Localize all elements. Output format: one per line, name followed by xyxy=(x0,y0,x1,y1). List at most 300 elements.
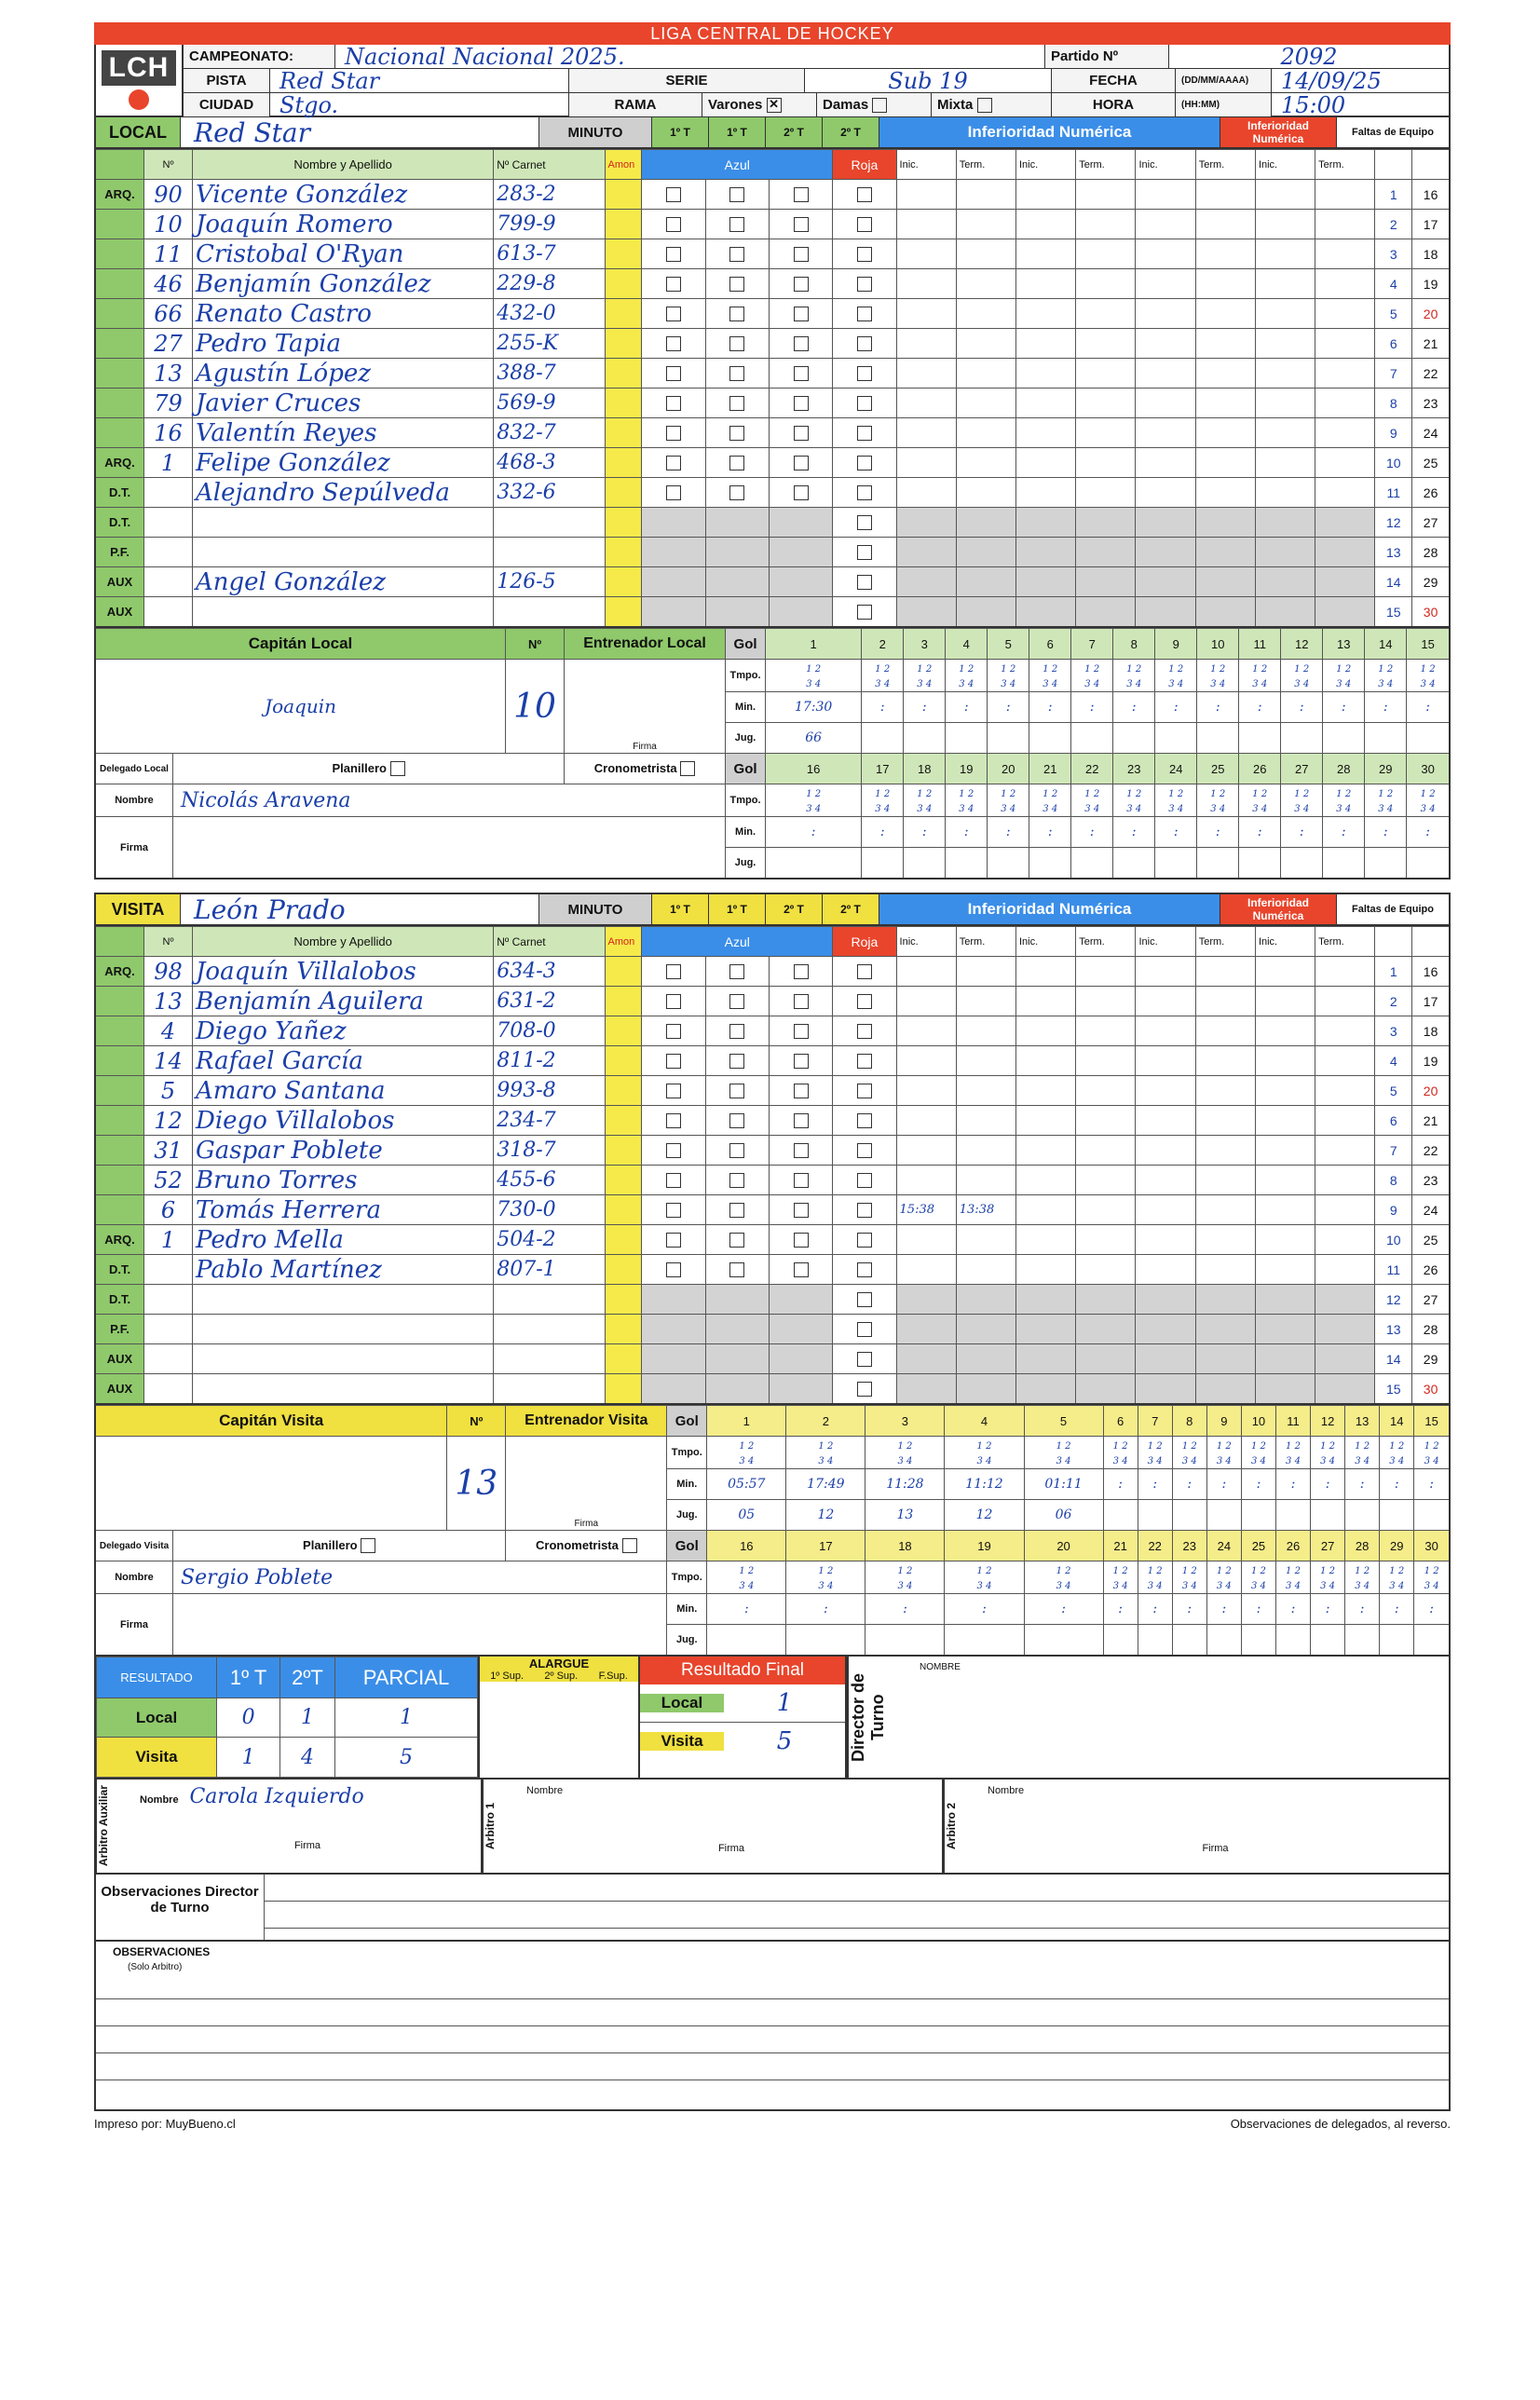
azul-cell[interactable] xyxy=(705,359,769,389)
inferioridad-cell[interactable] xyxy=(1255,1136,1315,1166)
inferioridad-cell[interactable] xyxy=(1076,389,1136,418)
goal-tmpo-cell[interactable]: 1 2 3 4 xyxy=(1239,784,1281,817)
roja-cell[interactable] xyxy=(833,210,896,239)
inferioridad-cell[interactable] xyxy=(1315,1315,1375,1344)
goal-jug-cell[interactable] xyxy=(1407,723,1450,754)
goal-min-cell[interactable]: : xyxy=(862,817,904,848)
goal-min-cell[interactable]: : xyxy=(1311,1594,1345,1625)
azul-cell[interactable] xyxy=(642,478,705,508)
inferioridad-cell[interactable] xyxy=(1136,1076,1195,1106)
inferioridad-cell[interactable] xyxy=(1136,1374,1195,1405)
azul-checkbox[interactable] xyxy=(729,366,744,381)
falta-cell[interactable]: 3 xyxy=(1375,1016,1412,1046)
azul-cell[interactable] xyxy=(769,1225,832,1255)
falta-cell[interactable]: 27 xyxy=(1412,1285,1450,1315)
inferioridad-cell[interactable] xyxy=(1016,329,1076,359)
inferioridad-cell[interactable] xyxy=(1076,508,1136,538)
inferioridad-cell[interactable] xyxy=(1315,389,1375,418)
inferioridad-cell[interactable] xyxy=(1076,567,1136,597)
inferioridad-cell[interactable] xyxy=(1076,987,1136,1016)
goal-tmpo-cell[interactable]: 1 2 3 4 xyxy=(1345,1561,1380,1594)
azul-checkbox[interactable] xyxy=(794,994,809,1009)
roja-checkbox[interactable] xyxy=(857,1262,872,1277)
azul-cell[interactable] xyxy=(642,1374,705,1405)
falta-cell[interactable]: 30 xyxy=(1412,597,1450,628)
goal-jug-cell[interactable] xyxy=(946,848,988,880)
inferioridad-cell[interactable] xyxy=(1016,1076,1076,1106)
goal-jug-cell[interactable] xyxy=(1197,848,1239,880)
inferioridad-cell[interactable] xyxy=(1195,1136,1255,1166)
inferioridad-cell[interactable] xyxy=(896,567,956,597)
azul-checkbox[interactable] xyxy=(666,1113,681,1128)
goal-jug-cell[interactable] xyxy=(1365,723,1407,754)
azul-cell[interactable] xyxy=(642,359,705,389)
inferioridad-cell[interactable] xyxy=(1195,269,1255,299)
goal-jug-cell[interactable] xyxy=(904,723,946,754)
goal-min-cell[interactable]: : xyxy=(1275,1594,1310,1625)
roja-checkbox[interactable] xyxy=(857,1054,872,1069)
azul-checkbox[interactable] xyxy=(729,1173,744,1188)
inferioridad-cell[interactable] xyxy=(1315,1225,1375,1255)
inferioridad-cell[interactable] xyxy=(1016,1166,1076,1195)
visita-cronometrista[interactable] xyxy=(506,1531,667,1561)
azul-checkbox[interactable] xyxy=(729,396,744,411)
azul-cell[interactable] xyxy=(705,1374,769,1405)
inferioridad-cell[interactable] xyxy=(896,1166,956,1195)
azul-checkbox[interactable] xyxy=(729,1203,744,1218)
inferioridad-cell[interactable] xyxy=(1016,1285,1076,1315)
goal-tmpo-cell[interactable]: 1 2 3 4 xyxy=(1172,1437,1206,1469)
inferioridad-cell[interactable] xyxy=(1016,239,1076,269)
inferioridad-cell[interactable] xyxy=(896,1016,956,1046)
roja-cell[interactable] xyxy=(833,448,896,478)
azul-checkbox[interactable] xyxy=(729,964,744,979)
goal-tmpo-cell[interactable]: 1 2 3 4 xyxy=(1241,1561,1275,1594)
goal-min-cell[interactable]: : xyxy=(1281,817,1323,848)
falta-cell[interactable]: 23 xyxy=(1412,389,1450,418)
inferioridad-cell[interactable] xyxy=(896,1374,956,1405)
azul-cell[interactable] xyxy=(769,1166,832,1195)
falta-cell[interactable]: 24 xyxy=(1412,418,1450,448)
goal-tmpo-cell[interactable]: 1 2 3 4 xyxy=(1414,1561,1450,1594)
falta-cell[interactable]: 5 xyxy=(1375,299,1412,329)
roja-cell[interactable] xyxy=(833,987,896,1016)
goal-jug-cell[interactable]: 13 xyxy=(865,1500,945,1531)
inferioridad-cell[interactable] xyxy=(1136,448,1195,478)
planillero-checkbox[interactable] xyxy=(390,761,405,776)
roja-checkbox[interactable] xyxy=(857,545,872,560)
amonestacion-cell[interactable] xyxy=(605,1315,642,1344)
inferioridad-cell[interactable] xyxy=(896,1106,956,1136)
goal-jug-cell[interactable] xyxy=(786,1625,865,1657)
inferioridad-cell[interactable] xyxy=(1016,180,1076,210)
goal-min-cell[interactable]: : xyxy=(862,692,904,723)
roja-checkbox[interactable] xyxy=(857,1203,872,1218)
azul-checkbox[interactable] xyxy=(666,485,681,500)
inferioridad-cell[interactable] xyxy=(956,1046,1015,1076)
goal-tmpo-cell[interactable]: 1 2 3 4 xyxy=(786,1437,865,1469)
azul-cell[interactable] xyxy=(769,957,832,987)
falta-cell[interactable]: 2 xyxy=(1375,987,1412,1016)
inferioridad-cell[interactable] xyxy=(1076,1136,1136,1166)
roja-checkbox[interactable] xyxy=(857,1382,872,1397)
inferioridad-cell[interactable] xyxy=(1315,1046,1375,1076)
goal-min-cell[interactable]: : xyxy=(988,817,1029,848)
goal-tmpo-cell[interactable]: 1 2 3 4 xyxy=(945,1437,1024,1469)
inferioridad-cell[interactable] xyxy=(1195,1016,1255,1046)
amonestacion-cell[interactable] xyxy=(605,957,642,987)
roja-cell[interactable] xyxy=(833,359,896,389)
inferioridad-cell[interactable] xyxy=(1255,1315,1315,1344)
inferioridad-cell[interactable] xyxy=(896,210,956,239)
goal-jug-cell[interactable] xyxy=(1365,848,1407,880)
roja-cell[interactable] xyxy=(833,957,896,987)
inferioridad-cell[interactable] xyxy=(1016,448,1076,478)
roja-checkbox[interactable] xyxy=(857,605,872,620)
azul-cell[interactable] xyxy=(769,1046,832,1076)
goal-min-cell[interactable]: : xyxy=(1241,1594,1275,1625)
inferioridad-cell[interactable] xyxy=(1076,1315,1136,1344)
inferioridad-cell[interactable] xyxy=(1016,1016,1076,1046)
azul-cell[interactable] xyxy=(705,567,769,597)
falta-cell[interactable]: 21 xyxy=(1412,1106,1450,1136)
azul-cell[interactable] xyxy=(769,239,832,269)
amonestacion-cell[interactable] xyxy=(605,1166,642,1195)
inferioridad-cell[interactable] xyxy=(1136,210,1195,239)
inferioridad-cell[interactable] xyxy=(1255,987,1315,1016)
azul-cell[interactable] xyxy=(705,448,769,478)
falta-cell[interactable]: 13 xyxy=(1375,538,1412,567)
goal-tmpo-cell[interactable]: 1 2 3 4 xyxy=(707,1437,786,1469)
inferioridad-cell[interactable] xyxy=(1255,508,1315,538)
azul-checkbox[interactable] xyxy=(729,247,744,262)
goal-tmpo-cell[interactable]: 1 2 3 4 xyxy=(1155,660,1197,692)
inferioridad-cell[interactable] xyxy=(896,359,956,389)
roja-checkbox[interactable] xyxy=(857,1233,872,1248)
inferioridad-cell[interactable] xyxy=(1136,1136,1195,1166)
inferioridad-cell[interactable] xyxy=(1076,1285,1136,1315)
goal-min-cell[interactable]: 11:12 xyxy=(945,1469,1024,1500)
inferioridad-cell[interactable] xyxy=(1136,597,1195,628)
azul-cell[interactable] xyxy=(642,1285,705,1315)
falta-cell[interactable]: 26 xyxy=(1412,478,1450,508)
azul-checkbox[interactable] xyxy=(729,1084,744,1098)
azul-cell[interactable] xyxy=(769,1136,832,1166)
goal-tmpo-cell[interactable]: 1 2 3 4 xyxy=(1281,660,1323,692)
inferioridad-cell[interactable] xyxy=(1315,239,1375,269)
roja-checkbox[interactable] xyxy=(857,1173,872,1188)
inferioridad-cell[interactable] xyxy=(956,1225,1015,1255)
azul-cell[interactable] xyxy=(705,389,769,418)
inferioridad-cell[interactable] xyxy=(956,597,1015,628)
inferioridad-cell[interactable] xyxy=(1255,1076,1315,1106)
goal-tmpo-cell[interactable]: 1 2 3 4 xyxy=(1071,784,1113,817)
azul-cell[interactable] xyxy=(642,329,705,359)
azul-cell[interactable] xyxy=(769,448,832,478)
azul-cell[interactable] xyxy=(642,567,705,597)
inferioridad-cell[interactable] xyxy=(1136,1315,1195,1344)
azul-cell[interactable] xyxy=(769,1016,832,1046)
azul-cell[interactable] xyxy=(769,1255,832,1285)
goal-jug-cell[interactable] xyxy=(1380,1625,1414,1657)
goal-min-cell[interactable]: : xyxy=(1414,1469,1450,1500)
visita-captain-signature[interactable] xyxy=(95,1437,447,1531)
inferioridad-cell[interactable] xyxy=(1255,210,1315,239)
inferioridad-cell[interactable] xyxy=(1136,538,1195,567)
roja-cell[interactable] xyxy=(833,1076,896,1106)
goal-min-cell[interactable]: : xyxy=(1197,817,1239,848)
roja-cell[interactable] xyxy=(833,597,896,628)
goal-jug-cell[interactable] xyxy=(862,848,904,880)
inferioridad-cell[interactable] xyxy=(1016,1106,1076,1136)
goal-tmpo-cell[interactable]: 1 2 3 4 xyxy=(1414,1437,1450,1469)
azul-cell[interactable] xyxy=(642,1255,705,1285)
goal-tmpo-cell[interactable]: 1 2 3 4 xyxy=(946,660,988,692)
goal-jug-cell[interactable] xyxy=(862,723,904,754)
inferioridad-cell[interactable] xyxy=(1315,1106,1375,1136)
amonestacion-cell[interactable] xyxy=(605,508,642,538)
goal-jug-cell[interactable] xyxy=(1172,1500,1206,1531)
roja-cell[interactable] xyxy=(833,299,896,329)
inferioridad-cell[interactable] xyxy=(1195,538,1255,567)
inferioridad-cell[interactable] xyxy=(1195,1315,1255,1344)
falta-cell[interactable]: 21 xyxy=(1412,329,1450,359)
amonestacion-cell[interactable] xyxy=(605,210,642,239)
inferioridad-cell[interactable] xyxy=(896,329,956,359)
azul-cell[interactable] xyxy=(705,180,769,210)
roja-checkbox[interactable] xyxy=(857,366,872,381)
amonestacion-cell[interactable] xyxy=(605,567,642,597)
azul-cell[interactable] xyxy=(705,269,769,299)
goal-min-cell[interactable]: : xyxy=(988,692,1029,723)
inferioridad-cell[interactable] xyxy=(1255,538,1315,567)
azul-checkbox[interactable] xyxy=(666,336,681,351)
inferioridad-cell[interactable] xyxy=(1195,239,1255,269)
inferioridad-cell[interactable] xyxy=(896,299,956,329)
azul-checkbox[interactable] xyxy=(666,964,681,979)
goal-min-cell[interactable]: : xyxy=(1071,817,1113,848)
goal-jug-cell[interactable] xyxy=(1071,723,1113,754)
inferioridad-cell[interactable] xyxy=(1076,180,1136,210)
goal-jug-cell[interactable]: 12 xyxy=(945,1500,1024,1531)
inferioridad-cell[interactable] xyxy=(956,210,1015,239)
amonestacion-cell[interactable] xyxy=(605,448,642,478)
inferioridad-cell[interactable] xyxy=(896,269,956,299)
falta-cell[interactable]: 2 xyxy=(1375,210,1412,239)
azul-checkbox[interactable] xyxy=(794,1203,809,1218)
inferioridad-cell[interactable] xyxy=(956,987,1015,1016)
goal-tmpo-cell[interactable]: 1 2 3 4 xyxy=(865,1437,945,1469)
inferioridad-cell[interactable] xyxy=(1076,957,1136,987)
goal-tmpo-cell[interactable]: 1 2 3 4 xyxy=(1206,1561,1241,1594)
inferioridad-cell[interactable] xyxy=(896,1255,956,1285)
inferioridad-cell[interactable] xyxy=(1315,448,1375,478)
azul-checkbox[interactable] xyxy=(666,426,681,441)
inferioridad-cell[interactable] xyxy=(1016,508,1076,538)
local-cronometrista[interactable] xyxy=(565,754,726,784)
inferioridad-cell[interactable] xyxy=(1255,1285,1315,1315)
inferioridad-cell[interactable] xyxy=(1016,987,1076,1016)
inferioridad-cell[interactable] xyxy=(956,1315,1015,1344)
azul-cell[interactable] xyxy=(769,1344,832,1374)
inferioridad-cell[interactable] xyxy=(1136,180,1195,210)
inferioridad-cell[interactable] xyxy=(1016,1374,1076,1405)
falta-cell[interactable]: 4 xyxy=(1375,1046,1412,1076)
azul-cell[interactable] xyxy=(642,1344,705,1374)
roja-checkbox[interactable] xyxy=(857,575,872,590)
goal-jug-cell[interactable] xyxy=(1281,848,1323,880)
amonestacion-cell[interactable] xyxy=(605,987,642,1016)
goal-tmpo-cell[interactable]: 1 2 3 4 xyxy=(945,1561,1024,1594)
goal-jug-cell[interactable] xyxy=(988,848,1029,880)
azul-checkbox[interactable] xyxy=(729,485,744,500)
roja-cell[interactable] xyxy=(833,1374,896,1405)
roja-checkbox[interactable] xyxy=(857,336,872,351)
goal-jug-cell[interactable] xyxy=(1113,848,1155,880)
azul-cell[interactable] xyxy=(642,180,705,210)
inferioridad-cell[interactable] xyxy=(896,1225,956,1255)
inferioridad-cell[interactable] xyxy=(1136,508,1195,538)
roja-checkbox[interactable] xyxy=(857,396,872,411)
amonestacion-cell[interactable] xyxy=(605,418,642,448)
inferioridad-cell[interactable] xyxy=(1016,538,1076,567)
roja-cell[interactable] xyxy=(833,1195,896,1225)
goal-tmpo-cell[interactable]: 1 2 3 4 xyxy=(766,660,862,692)
inferioridad-cell[interactable] xyxy=(896,987,956,1016)
roja-cell[interactable] xyxy=(833,1046,896,1076)
inferioridad-cell[interactable] xyxy=(1195,448,1255,478)
goal-min-cell[interactable]: : xyxy=(1024,1594,1103,1625)
goal-jug-cell[interactable] xyxy=(1380,1500,1414,1531)
goal-jug-cell[interactable] xyxy=(1138,1625,1172,1657)
roja-cell[interactable] xyxy=(833,478,896,508)
inferioridad-cell[interactable] xyxy=(1016,1255,1076,1285)
inferioridad-cell[interactable] xyxy=(896,1285,956,1315)
azul-cell[interactable] xyxy=(769,269,832,299)
azul-checkbox[interactable] xyxy=(794,1113,809,1128)
inferioridad-cell[interactable] xyxy=(896,597,956,628)
goal-min-cell[interactable]: : xyxy=(1345,1594,1380,1625)
inferioridad-cell[interactable] xyxy=(1255,180,1315,210)
inferioridad-cell[interactable] xyxy=(1255,478,1315,508)
amonestacion-cell[interactable] xyxy=(605,1136,642,1166)
goal-jug-cell[interactable] xyxy=(1345,1500,1380,1531)
goal-jug-cell[interactable] xyxy=(1311,1625,1345,1657)
azul-cell[interactable] xyxy=(705,329,769,359)
inferioridad-cell[interactable] xyxy=(1315,329,1375,359)
roja-cell[interactable] xyxy=(833,329,896,359)
inferioridad-cell[interactable] xyxy=(896,1046,956,1076)
inferioridad-cell[interactable] xyxy=(1076,1016,1136,1046)
inferioridad-cell[interactable] xyxy=(1016,1315,1076,1344)
inferioridad-cell[interactable] xyxy=(1136,1046,1195,1076)
inferioridad-cell[interactable] xyxy=(956,508,1015,538)
inferioridad-cell[interactable]: 13:38 xyxy=(956,1195,1015,1225)
inferioridad-cell[interactable] xyxy=(956,329,1015,359)
goal-min-cell[interactable]: : xyxy=(1029,817,1071,848)
goal-min-cell[interactable]: : xyxy=(1407,692,1450,723)
azul-cell[interactable] xyxy=(705,1136,769,1166)
falta-cell[interactable]: 5 xyxy=(1375,1076,1412,1106)
inferioridad-cell[interactable] xyxy=(1315,1136,1375,1166)
azul-cell[interactable] xyxy=(705,1166,769,1195)
amonestacion-cell[interactable] xyxy=(605,478,642,508)
azul-cell[interactable] xyxy=(769,538,832,567)
inferioridad-cell[interactable] xyxy=(1136,1106,1195,1136)
azul-cell[interactable] xyxy=(642,389,705,418)
goal-tmpo-cell[interactable]: 1 2 3 4 xyxy=(1275,1561,1310,1594)
azul-cell[interactable] xyxy=(769,567,832,597)
azul-checkbox[interactable] xyxy=(794,1233,809,1248)
goal-jug-cell[interactable] xyxy=(1407,848,1450,880)
falta-cell[interactable]: 10 xyxy=(1375,448,1412,478)
inferioridad-cell[interactable] xyxy=(1195,597,1255,628)
inferioridad-cell[interactable] xyxy=(1255,299,1315,329)
azul-checkbox[interactable] xyxy=(666,1233,681,1248)
azul-cell[interactable] xyxy=(769,359,832,389)
goal-min-cell[interactable]: : xyxy=(1239,692,1281,723)
falta-cell[interactable]: 29 xyxy=(1412,1344,1450,1374)
amonestacion-cell[interactable] xyxy=(605,389,642,418)
inferioridad-cell[interactable] xyxy=(1315,1016,1375,1046)
azul-checkbox[interactable] xyxy=(666,1173,681,1188)
amonestacion-cell[interactable] xyxy=(605,239,642,269)
roja-checkbox[interactable] xyxy=(857,307,872,321)
azul-checkbox[interactable] xyxy=(794,1054,809,1069)
goal-min-cell[interactable]: : xyxy=(946,817,988,848)
azul-cell[interactable] xyxy=(705,957,769,987)
inferioridad-cell[interactable] xyxy=(1315,1344,1375,1374)
falta-cell[interactable]: 10 xyxy=(1375,1225,1412,1255)
azul-cell[interactable] xyxy=(705,299,769,329)
inferioridad-cell[interactable] xyxy=(1136,418,1195,448)
falta-cell[interactable]: 18 xyxy=(1412,239,1450,269)
falta-cell[interactable]: 15 xyxy=(1375,1374,1412,1405)
inferioridad-cell[interactable] xyxy=(1016,1136,1076,1166)
goal-min-cell[interactable]: : xyxy=(1345,1469,1380,1500)
azul-checkbox[interactable] xyxy=(666,994,681,1009)
falta-cell[interactable]: 17 xyxy=(1412,987,1450,1016)
goal-min-cell[interactable]: : xyxy=(1138,1594,1172,1625)
goal-tmpo-cell[interactable]: 1 2 3 4 xyxy=(1239,660,1281,692)
azul-cell[interactable] xyxy=(705,1315,769,1344)
inferioridad-cell[interactable] xyxy=(956,567,1015,597)
goal-min-cell[interactable]: : xyxy=(865,1594,945,1625)
falta-cell[interactable]: 1 xyxy=(1375,180,1412,210)
goal-min-cell[interactable]: : xyxy=(1239,817,1281,848)
inferioridad-cell[interactable] xyxy=(1315,508,1375,538)
azul-checkbox[interactable] xyxy=(729,1113,744,1128)
inferioridad-cell[interactable] xyxy=(1076,1344,1136,1374)
roja-cell[interactable] xyxy=(833,1315,896,1344)
goal-tmpo-cell[interactable]: 1 2 3 4 xyxy=(1155,784,1197,817)
azul-checkbox[interactable] xyxy=(794,485,809,500)
varones-checkbox[interactable]: ✕ xyxy=(767,98,782,113)
inferioridad-cell[interactable]: 15:38 xyxy=(896,1195,956,1225)
goal-min-cell[interactable]: : xyxy=(1155,692,1197,723)
inferioridad-cell[interactable] xyxy=(1195,1255,1255,1285)
goal-min-cell[interactable]: : xyxy=(1071,692,1113,723)
roja-checkbox[interactable] xyxy=(857,217,872,232)
inferioridad-cell[interactable] xyxy=(1315,478,1375,508)
roja-cell[interactable] xyxy=(833,1136,896,1166)
inferioridad-cell[interactable] xyxy=(956,1106,1015,1136)
azul-cell[interactable] xyxy=(705,1076,769,1106)
goal-min-cell[interactable]: : xyxy=(1365,817,1407,848)
goal-min-cell[interactable]: : xyxy=(786,1594,865,1625)
inferioridad-cell[interactable] xyxy=(1016,567,1076,597)
goal-tmpo-cell[interactable]: 1 2 3 4 xyxy=(1345,1437,1380,1469)
